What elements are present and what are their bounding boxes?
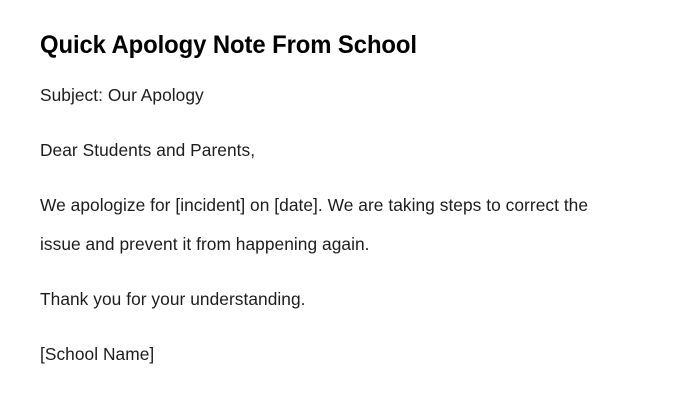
document-body <box>40 76 640 374</box>
paragraph-signature: [School Name] <box>40 344 155 364</box>
paragraph-greeting: Dear Students and Parents, <box>40 140 256 160</box>
page-title: Quick Apology Note From School <box>40 31 417 59</box>
paragraph-body: We apologize for [incident] on [date]. We are taking steps to correct the issue and prevent it from happening again. <box>40 195 589 254</box>
paragraph-subject: Subject: Our Apology <box>40 85 204 105</box>
paragraph-closing: Thank you for your understanding. <box>40 289 306 309</box>
